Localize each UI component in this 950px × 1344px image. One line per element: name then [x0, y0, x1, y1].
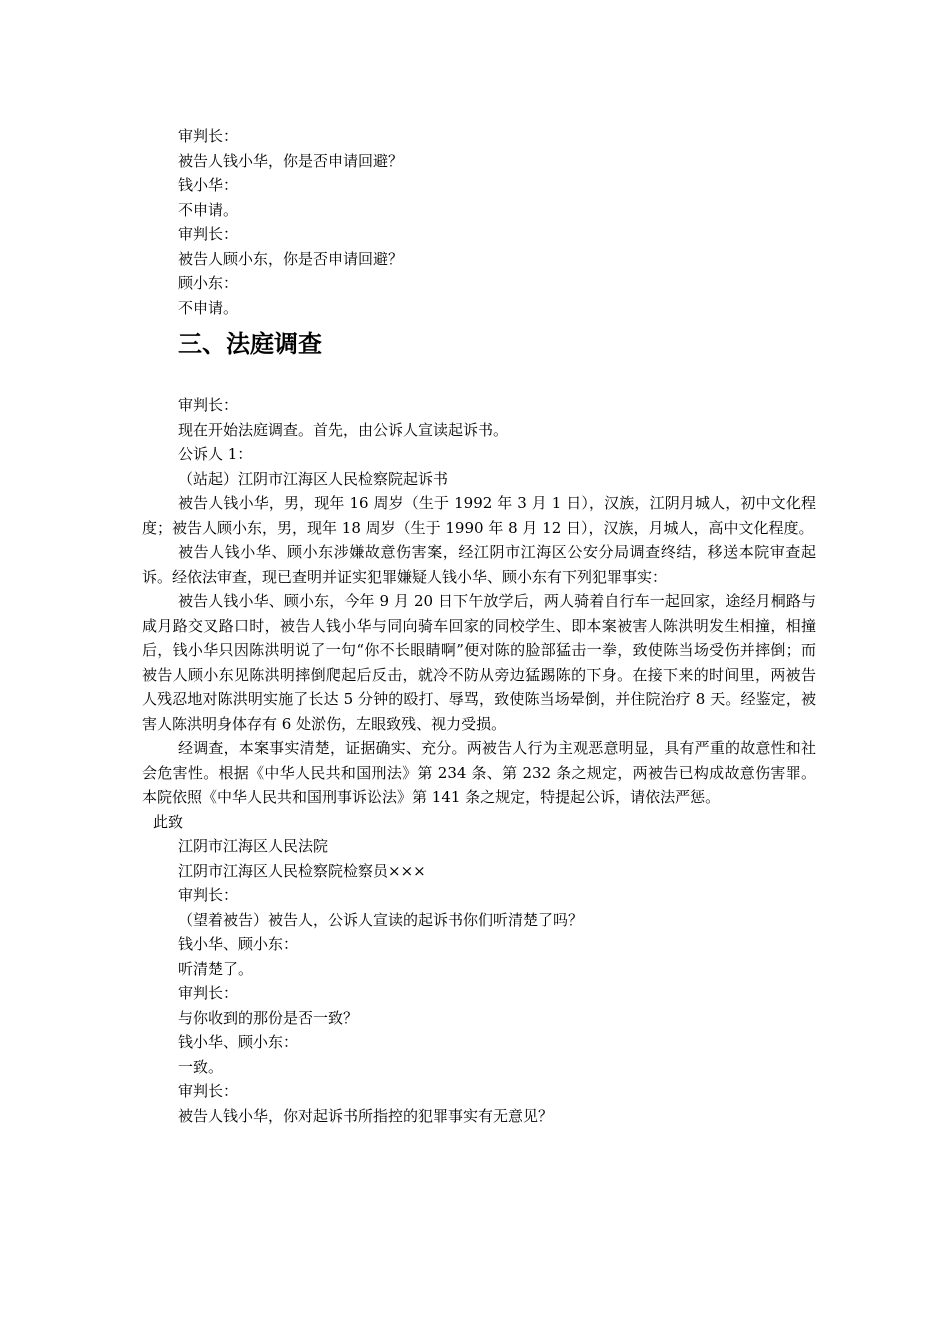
- speaker-label: 顾小东：: [178, 274, 239, 292]
- speaker-label: 钱小华：: [178, 176, 239, 194]
- dialogue-line: 被告人钱小华，你对起诉书所指控的犯罪事实有无意见？: [178, 1106, 554, 1125]
- speaker-label: 公诉人 1：: [178, 445, 253, 463]
- closing-salutation: 此致: [153, 812, 184, 831]
- dialogue-line: 被告人钱小华，你是否申请回避？: [178, 151, 404, 170]
- speaker-label: 审判长：: [178, 396, 239, 414]
- dialogue-line: 一致。: [178, 1057, 224, 1076]
- indictment-paragraph-facts: 被告人钱小华、顾小东，今年 9 月 20 日下午放学后，两人骑着自行车一起回家，途经月桐路与咸月路交叉路口时，被告人钱小华与同向骑车回家的同校学生、即本案被害人陈洪明发生相撞，相撞后，钱小华只因陈洪明说了一句“你不长眼睛啊”便对陈的脸部猛击一拳，致使陈当场受伤并摔倒；而被告人顾小东见陈洪明摔倒爬起后反击，就冷不防从旁边猛踢陈的下身。在接下来的时间里，两被告人残忍地对陈洪明实施了长达 5 分钟的殴打、辱骂，致使陈当场晕倒，并住院治疗 8 天。经鉴定，被害人陈洪明身体存有 6 处淤伤，左眼致残、视力受损。: [142, 592, 816, 733]
- speaker-label: 审判长：: [178, 984, 239, 1002]
- dialogue-line: 不申请。: [178, 298, 239, 317]
- dialogue-line: 现在开始法庭调查。首先，由公诉人宣读起诉书。: [178, 420, 509, 439]
- dialogue-line: 听清楚了。: [178, 959, 254, 978]
- speaker-label: 钱小华、顾小东：: [178, 1033, 299, 1051]
- dialogue-line: （望着被告）被告人，公诉人宣读的起诉书你们听清楚了吗？: [178, 910, 584, 929]
- indictment-paragraph-conclusion: 经调查，本案事实清楚，证据确实、充分。两被告人行为主观恶意明显，具有严重的故意性和社会危害性。根据《中华人民共和国刑法》第 234 条、第 232 条之规定，两被告已构成故意伤害罪。本院依照《中华人民共和国刑事诉讼法》第 141 条之规定，特提起公诉，请依法严惩。: [142, 739, 816, 806]
- dialogue-line: 不申请。: [178, 200, 239, 219]
- speaker-label: 钱小华、顾小东：: [178, 935, 299, 953]
- indictment-title: （站起）江阴市江海区人民检察院起诉书: [178, 469, 449, 488]
- dialogue-line: 与你收到的那份是否一致？: [178, 1008, 359, 1027]
- speaker-label: 审判长：: [178, 886, 239, 904]
- section-heading: 三、法庭调查: [178, 330, 322, 358]
- indictment-paragraph-case: 被告人钱小华、顾小东涉嫌故意伤害案，经江阴市江海区公安分局调查终结，移送本院审查起诉。经依法审查，现已查明并证实犯罪嫌疑人钱小华、顾小东有下列犯罪事实：: [142, 543, 816, 586]
- sender-procuratorate: 江阴市江海区人民检察院检察员×××: [178, 861, 426, 880]
- speaker-label: 审判长：: [178, 127, 239, 145]
- recipient-court: 江阴市江海区人民法院: [178, 837, 329, 855]
- indictment-paragraph-defendants: 被告人钱小华，男，现年 16 周岁（生于 1992 年 3 月 1 日），汉族，江阴月城人，初中文化程度；被告人顾小东，男，现年 18 周岁（生于 1990 年 8 月 12 日），汉族，月城人，高中文化程度。: [142, 494, 816, 537]
- dialogue-line: 被告人顾小东，你是否申请回避？: [178, 249, 404, 268]
- speaker-label: 审判长：: [178, 1082, 239, 1100]
- speaker-label: 审判长：: [178, 225, 239, 243]
